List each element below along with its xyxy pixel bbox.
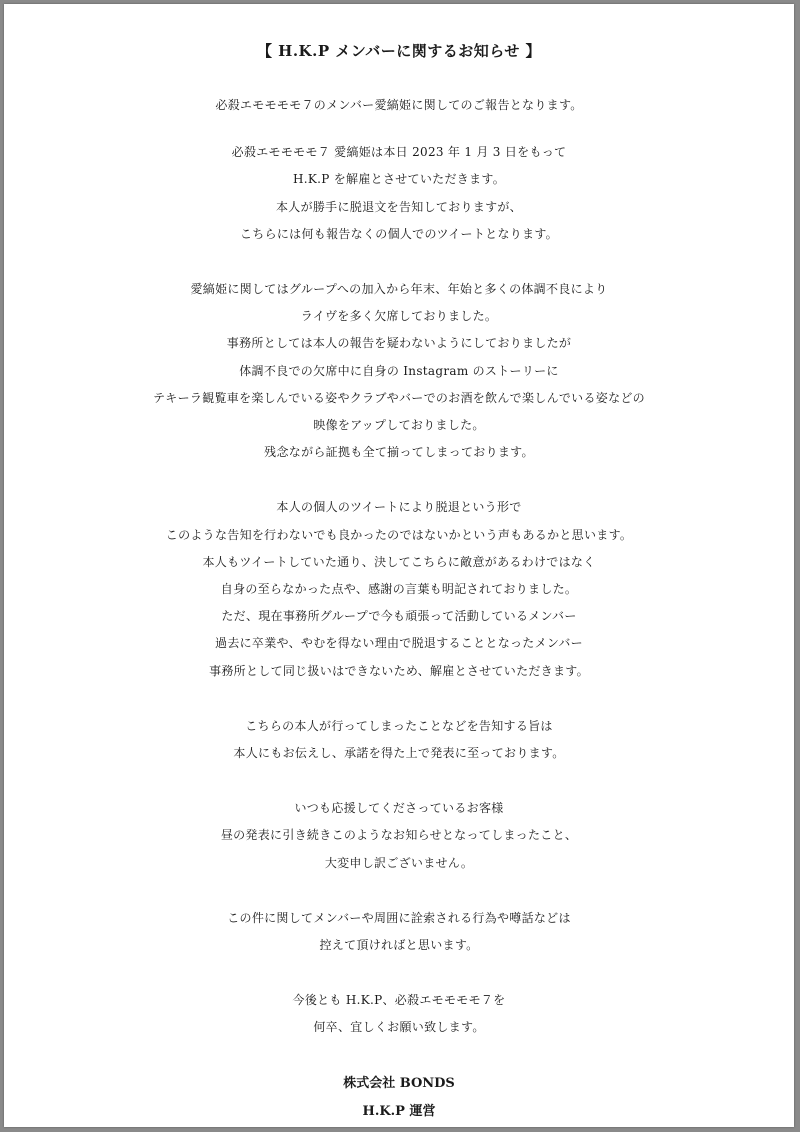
signature-company: 株式会社 BONDS: [343, 1075, 455, 1091]
paragraph-line: 何卒、宜しくお願い致します。: [313, 1020, 485, 1035]
paragraph-line: こちらには何も報告なくの個人でのツイートとなります。: [239, 226, 558, 241]
intro-paragraph: [4, 92, 794, 119]
paragraph-line: 事務所として同じ扱いはできないため、解雇とさせていただきます。: [209, 663, 589, 678]
paragraph-line: こちらの本人が行ってしまったことなどを告知する旨は: [245, 718, 553, 733]
paragraph-line: テキーラ観覧車を楽しんでいる姿やクラブやバーでのお酒を飲んで楽しんでいる姿などの: [152, 390, 645, 405]
signature-operator: H.K.P 運営: [362, 1103, 436, 1119]
paragraph-line: H.K.P を解雇とさせていただきます。: [293, 172, 505, 187]
paragraph-line: 映像をアップしておりました。: [313, 418, 485, 433]
signature-block: [4, 1070, 794, 1126]
paragraph-line: いつも応援してくださっているお客様: [294, 801, 504, 816]
paragraph-explanation: [4, 494, 794, 684]
paragraph-closing: [4, 987, 794, 1041]
paragraph-line: 過去に卒業や、やむを得ない理由で脱退することとなったメンバー: [215, 636, 583, 651]
document-title: 【 H.K.P メンバーに関するお知らせ 】: [256, 42, 542, 60]
paragraph-line: 自身の至らなかった点や、感謝の言葉も明記されておりました。: [220, 582, 578, 597]
paragraph-dismissal: [4, 139, 794, 248]
paragraph-line: 大変申し訳ございません。: [324, 855, 474, 870]
paragraph-line: この件に関してメンバーや周囲に詮索される行為や噂話などは: [227, 910, 571, 925]
paragraph-line: 体調不良での欠席中に自身の Instagram のストーリーに: [239, 363, 559, 378]
paragraph-line: 本人にもお伝えし、承諾を得た上で発表に至っております。: [233, 746, 565, 761]
paragraph-line: 愛縞姫に関してはグループへの加入から年末、年始と多くの体調不良により: [190, 282, 608, 297]
intro-line: 必殺エモモモモ７のメンバー愛縞姫に関してのご報告となります。: [215, 98, 583, 112]
document-page: [4, 4, 794, 1127]
paragraph-request: [4, 905, 794, 959]
paragraph-reason: [4, 276, 794, 466]
paragraph-line: ただ、現在事務所グループで今も頑張って活動しているメンバー: [221, 609, 577, 624]
paragraph-line: ライヴを多く欠席しておりました。: [300, 309, 498, 324]
paragraph-line: 事務所としては本人の報告を疑わないようにしておりましたが: [226, 336, 572, 351]
paragraph-line: 必殺エモモモモ７ 愛縞姫は本日 2023 年 1 月 3 日をもって: [231, 145, 567, 160]
paragraph-line: このような告知を行わないでも良かったのではないかという声もあるかと思います。: [165, 527, 633, 542]
paragraph-line: 本人が勝手に脱退文を告知しておりますが、: [275, 199, 522, 214]
paragraph-line: 残念ながら証拠も全て揃ってしまっております。: [264, 445, 534, 460]
paragraph-line: 本人もツイートしていた通り、決してこちらに敵意があるわけではなく: [202, 554, 596, 569]
paragraph-line: 昼の発表に引き続きこのようなお知らせとなってしまったこと、: [220, 828, 578, 843]
paragraph-line: 控えて頂ければと思います。: [319, 938, 479, 953]
paragraph-apology: [4, 795, 794, 877]
paragraph-consent: [4, 713, 794, 767]
paragraph-line: 本人の個人のツイートにより脱退という形で: [276, 500, 522, 515]
paragraph-line: 今後とも H.K.P、必殺エモモモモ７を: [292, 993, 506, 1008]
